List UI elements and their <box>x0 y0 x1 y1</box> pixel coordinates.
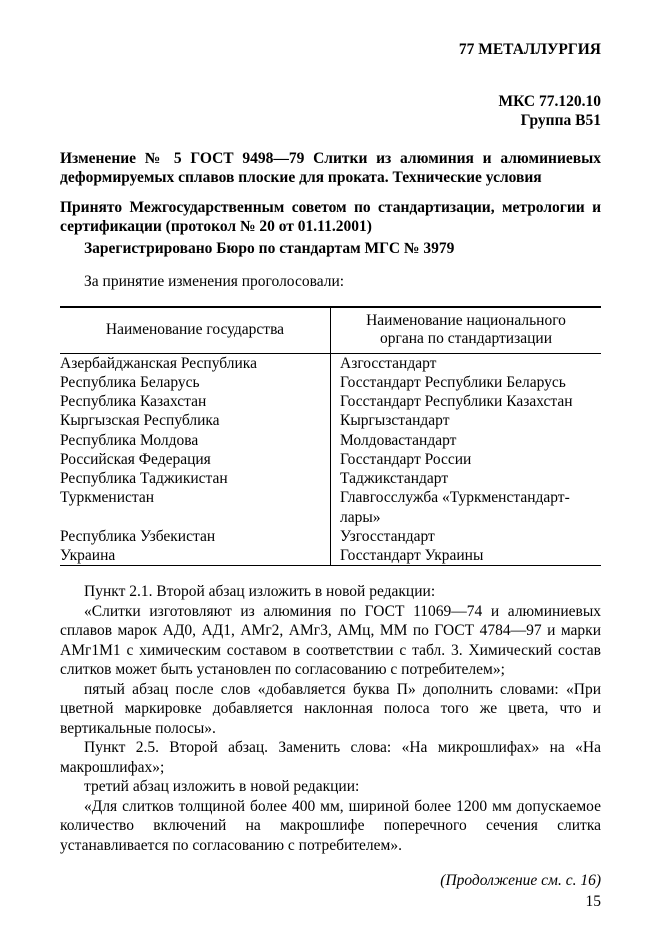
group-code: Группа В51 <box>520 112 601 130</box>
col-header-agency-line2: органа по стандартизации <box>380 330 552 348</box>
country-cell: Туркменистан <box>60 488 331 526</box>
codes-block <box>60 92 601 131</box>
table-row <box>60 546 601 566</box>
table-row <box>60 411 601 430</box>
country-cell: Азербайджанская Республика <box>60 353 331 373</box>
agency-cell: Госстандарт Украины <box>340 547 484 565</box>
table-row <box>60 527 601 546</box>
agency-cell: Госстандарт Республики Казахстан <box>340 393 573 411</box>
table-row <box>60 392 601 411</box>
amendment-title: Изменение № 5 ГОСТ 9498—79 Слитки из алюминия и алюминиевых деформируемых сплавов плоские для проката. Технические условия <box>60 149 601 187</box>
voting-table <box>60 306 601 567</box>
agency-cell: Узгосстандарт <box>340 527 435 545</box>
country-cell: Кыргызская Республика <box>60 411 331 430</box>
country-cell: Республика Узбекистан <box>60 527 331 546</box>
adopted-paragraph: Принято Межгосударственным советом по стандартизации, метрологии и сертификации (протокол № 20 от 01.11.2001) <box>60 198 601 236</box>
country-cell: Республика Молдова <box>60 431 331 450</box>
mks-code: МКС 77.120.10 <box>498 92 601 110</box>
body-paragraph: пятый абзац после слов «добавляется буква П» дополнить словами: «При цветной маркировке добавляется наклонная полоса того же цвета, что и вертикальные полосы». <box>60 680 601 737</box>
agency-cell: Молдовастандарт <box>340 431 457 449</box>
agency-cell: Госстандарт России <box>340 450 472 468</box>
continuation-note: (Продолжение см. с. 16) <box>440 872 601 890</box>
agency-cell: Азгосстандарт <box>340 354 437 372</box>
country-cell: Украина <box>60 546 331 566</box>
country-cell: Республика Казахстан <box>60 392 331 411</box>
agency-cell: Госстандарт Республики Беларусь <box>340 374 566 392</box>
col-header-country: Наименование государства <box>60 307 331 354</box>
voting-table-body <box>60 353 601 565</box>
table-row <box>60 431 601 450</box>
section-heading: 77 МЕТАЛЛУРГИЯ <box>458 41 601 58</box>
body-paragraph: «Слитки изготовляют из алюминия по ГОСТ 11069—74 и алюминиевых сплавов марок АД0, АД1, АМг2, АМг3, АМц, ММ по ГОСТ 4784—97 и марки АМг1М1 с химическим составом в соответствии с табл. 3. Химический состав слитков может быть установлен по согласованию с потребителем»; <box>60 602 601 679</box>
table-row <box>60 353 601 373</box>
page-number: 15 <box>585 893 601 911</box>
body-paragraph: «Для слитков толщиной более 400 мм, шириной более 1200 мм допускаемое количество включений на макрошлифе поперечного сечения слитка устанавливается по согласованию с потребителем». <box>60 797 601 854</box>
intro-paragraph: За принятие изменения проголосовали: <box>84 273 345 291</box>
table-header-row <box>60 307 601 354</box>
agency-cell: Кыргызстандарт <box>340 412 450 430</box>
agency-cell: Главгосслужба «Туркменстандарт-лары» <box>340 489 570 526</box>
voting-table-header <box>60 307 601 354</box>
country-cell: Республика Беларусь <box>60 373 331 392</box>
country-cell: Республика Таджикистан <box>60 469 331 488</box>
body-paragraph: третий абзац изложить в новой редакции: <box>84 778 360 796</box>
country-cell: Российская Федерация <box>60 450 331 469</box>
body-paragraph: Пункт 2.1. Второй абзац изложить в новой редакции: <box>84 583 436 601</box>
table-row <box>60 488 601 526</box>
agency-cell: Таджикстандарт <box>340 470 449 488</box>
body-paragraph: Пункт 2.5. Второй абзац. Заменить слова: «На микрошлифах» на «На макрошлифах»; <box>60 739 601 776</box>
col-header-agency-line1: Наименование национального <box>366 311 566 329</box>
registered-paragraph: Зарегистрировано Бюро по стандартам МГС № 3979 <box>84 239 455 257</box>
col-header-agency <box>331 307 602 354</box>
table-row <box>60 469 601 488</box>
table-row <box>60 373 601 392</box>
table-row <box>60 450 601 469</box>
